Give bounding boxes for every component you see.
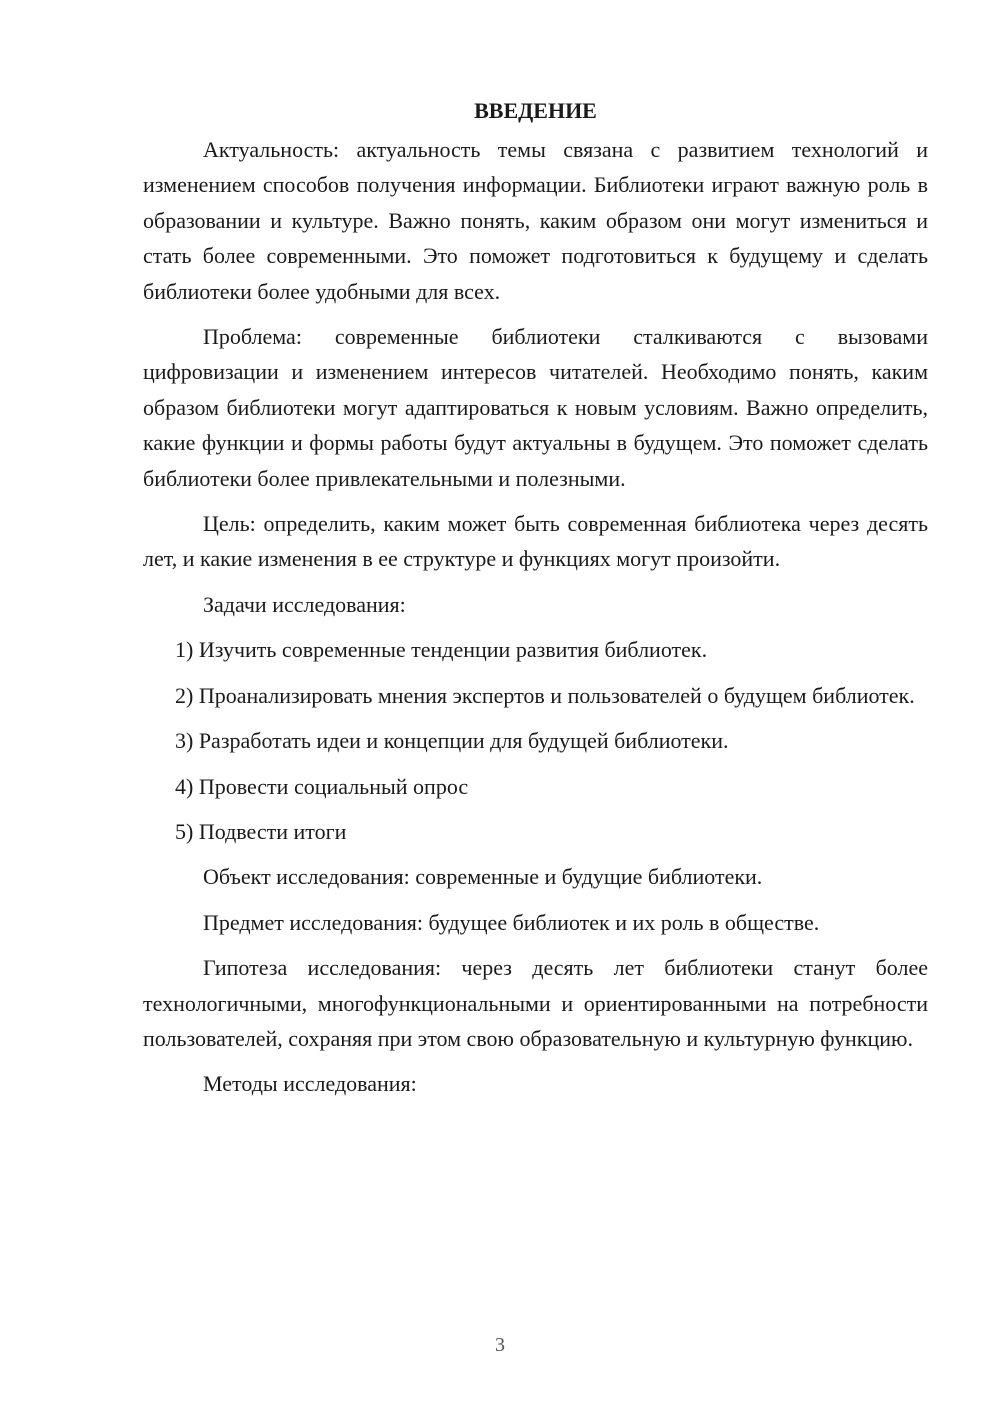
problem-paragraph: Проблема: современные библиотеки сталкиваются с вызовами цифровизации и изменением интересов читателей. Необходимо понять, каким образом библиотеки могут адаптироваться к новым условиям. Важно определить, какие функции и формы работы будут актуальны в будущем. Это поможет сделать библиотеки более привлекательными и полезными. <box>143 324 928 491</box>
research-subject: Предмет исследования: будущее библиотек и их роль в обществе. <box>203 909 820 935</box>
task-item-3: 3) Разработать идеи и концепции для будущей библиотеки. <box>175 728 729 754</box>
document-page <box>143 96 928 1112</box>
hypothesis-paragraph: Гипотеза исследования: через десять лет библиотеки станут более технологичными, многофункциональными и ориентированными на потребности пользователей, сохраняя при этом свою образовательную и культурную функцию. <box>143 955 928 1051</box>
task-item-2: 2) Проанализировать мнения экспертов и пользователей о будущем библиотек. <box>175 682 915 708</box>
tasks-heading: Задачи исследования: <box>203 591 406 617</box>
task-item-4: 4) Провести социальный опрос <box>175 773 469 799</box>
task-item-1: 1) Изучить современные тенденции развития библиотек. <box>175 637 708 663</box>
research-object: Объект исследования: современные и будущие библиотеки. <box>203 864 763 890</box>
task-item-5: 5) Подвести итоги <box>175 818 347 844</box>
page-number: 3 <box>495 1334 505 1356</box>
section-title: ВВЕДЕНИЕ <box>474 98 597 123</box>
relevance-paragraph: Актуальность: актуальность темы связана с развитием технологий и изменением способов получения информации. Библиотеки играют важную роль в образовании и культуре. Важно понять, каким образом они могут измениться и стать более современными. Это поможет подготовиться к будущему и сделать библиотеки более удобными для всех. <box>143 137 928 304</box>
methods-heading: Методы исследования: <box>203 1071 417 1097</box>
goal-paragraph: Цель: определить, каким может быть современная библиотека через десять лет, и какие изменения в ее структуре и функциях могут произойти. <box>143 511 928 572</box>
